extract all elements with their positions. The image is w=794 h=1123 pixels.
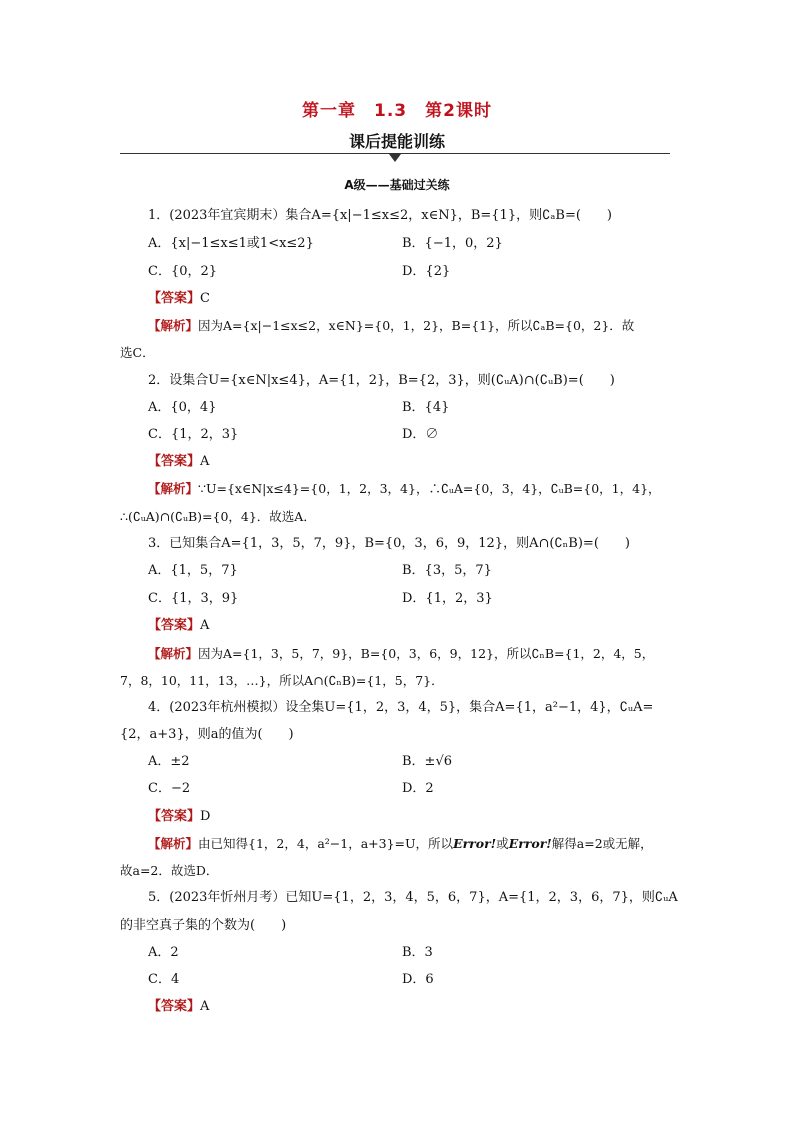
question-2-option-b: B．{4} [402, 400, 450, 415]
question-2-option-c: C．{1，2，3} [148, 427, 239, 442]
question-1-option-c: C．{0，2} [148, 264, 218, 279]
question-2-answer [148, 453, 209, 471]
analysis-tag: 【解析】 [148, 646, 199, 661]
question-1-option-b: B．{−1，0，2} [402, 236, 503, 251]
question-3-option-c: C．{1，3，9} [148, 591, 239, 606]
question-5-answer [148, 998, 209, 1016]
question-1-stem: 1．(2023年宜宾期末）集合A={x|−1≤x≤2，x∈N}，B={1}，则∁ₐB=( ) [148, 208, 612, 223]
answer-tag: 【答案】 [148, 454, 201, 469]
question-2-analysis-line-1 [148, 480, 661, 498]
question-3-answer [148, 617, 209, 635]
question-3-analysis-line-1 [148, 645, 654, 663]
analysis-text: 因为A={1，3，5，7，9}，B={0，3，6，9，12}，所以∁ₙB={1，2，4，5， [198, 646, 655, 661]
question-5-option-a: A．2 [148, 945, 179, 960]
question-4-option-d: D．2 [402, 781, 434, 796]
answer-value: D [200, 809, 211, 824]
question-3-option-a: A．{1，5，7} [148, 563, 238, 578]
question-1-analysis-line-2: 选C． [120, 345, 155, 360]
chapter-title: 第一章 1.3 第2课时 [302, 101, 492, 121]
question-3-option-d: D．{1，2，3} [402, 591, 493, 606]
question-3-stem: 3．已知集合A={1，3，5，7，9}，B={0，3，6，9，12}，则A∩(∁ₙB)=( ) [148, 536, 630, 551]
question-4-answer [148, 808, 210, 826]
question-5-option-b: B．3 [402, 945, 433, 960]
question-4-analysis-line-2: 故a=2．故选D． [120, 863, 219, 878]
question-4-stem-line-2: {2，a+3}，则a的值为( ) [120, 727, 294, 742]
error-placeholder: Error! [508, 836, 552, 851]
question-3-option-b: B．{3，5，7} [402, 563, 492, 578]
analysis-tag: 【解析】 [148, 318, 199, 333]
answer-tag: 【答案】 [148, 999, 201, 1014]
question-4-stem-line-1: 4．(2023年杭州模拟）设全集U={1，2，3，4，5}，集合A={1，a²−1，4}，∁ᵤA= [148, 700, 654, 715]
question-1-option-d: D．{2} [402, 264, 451, 279]
answer-value: C [200, 291, 210, 306]
question-5-option-d: D．6 [402, 972, 434, 987]
analysis-text: 因为A={x|−1≤x≤2，x∈N}={0，1，2}，B={1}，所以∁ₐB={0，2}．故 [198, 318, 635, 333]
question-1-answer [148, 290, 210, 308]
question-3-analysis-line-2: 7，8，10，11，13，…}，所以A∩(∁ₙB)={1，5，7}． [120, 673, 444, 688]
question-5-option-c: C．4 [148, 972, 180, 987]
answer-value: A [200, 999, 210, 1014]
answer-tag: 【答案】 [148, 618, 201, 633]
question-2-option-d: D．∅ [402, 427, 439, 442]
question-1-analysis-line-1 [148, 317, 634, 335]
question-2-analysis-line-2: ∴(∁ᵤA)∩(∁ᵤB)={0，4}．故选A． [120, 509, 316, 524]
question-4-option-c: C．−2 [148, 781, 191, 796]
question-5-stem-line-1: 5．(2023年忻州月考）已知U={1，2，3，4，5，6，7}，A={1，2，3，6，7}，则∁ᵤA [148, 890, 678, 905]
question-4-option-a: A．±2 [148, 754, 190, 769]
answer-value: A [200, 454, 210, 469]
down-triangle-icon [389, 154, 401, 162]
answer-tag: 【答案】 [148, 291, 201, 306]
answer-tag: 【答案】 [148, 809, 201, 824]
level-heading: A级——基础过关练 [344, 178, 450, 192]
question-4-analysis-line-1 [148, 835, 653, 853]
analysis-text: 由已知得{1，2，4，a²−1，a+3}=U，所以Error!或Error!解得a=2或无解， [198, 836, 653, 851]
question-5-stem-line-2: 的非空真子集的个数为( ) [120, 918, 287, 933]
question-1-option-a: A．{x|−1≤x≤1或1<x≤2} [148, 236, 314, 251]
analysis-text: ∵U={x∈N|x≤4}={0，1，2，3，4}，∴∁ᵤA={0，3，4}，∁ᵤB={0，1，4}， [198, 481, 661, 496]
section-title: 课后提能训练 [348, 132, 445, 151]
analysis-tag: 【解析】 [148, 481, 199, 496]
answer-value: A [200, 618, 210, 633]
analysis-tag: 【解析】 [148, 836, 199, 851]
question-2-option-a: A．{0，4} [148, 400, 217, 415]
question-2-stem: 2．设集合U={x∈N|x≤4}，A={1，2}，B={2，3}，则(∁ᵤA)∩(∁ᵤB)=( ) [148, 373, 615, 388]
error-placeholder: Error! [453, 836, 497, 851]
question-4-option-b: B．±√6 [402, 754, 453, 769]
